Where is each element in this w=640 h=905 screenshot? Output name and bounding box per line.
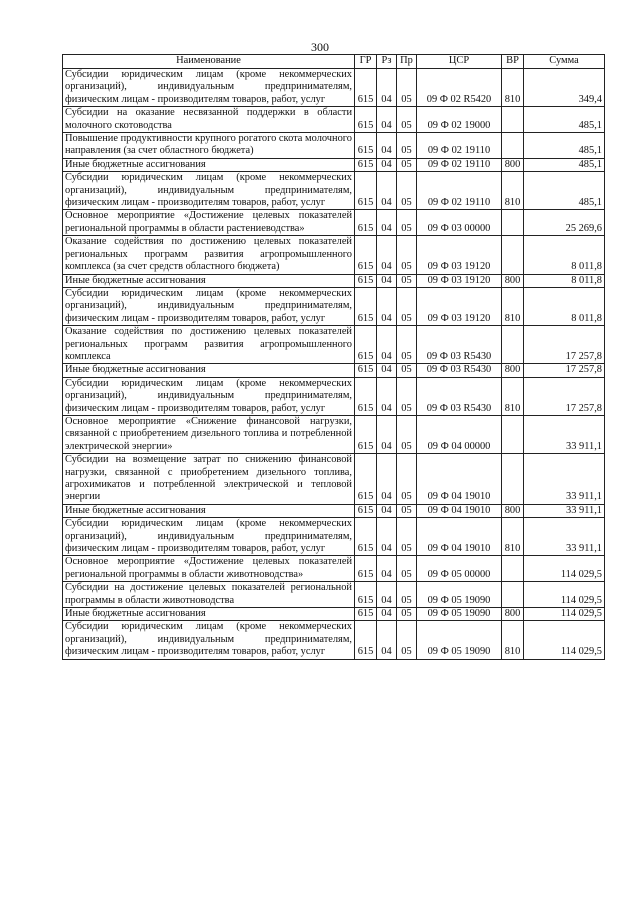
row-csr: 09 Ф 04 19010	[417, 518, 502, 556]
row-sum: 485,1	[524, 158, 605, 171]
row-gr: 615	[355, 287, 377, 325]
row-vr: 810	[502, 518, 524, 556]
row-rz: 04	[377, 504, 397, 517]
row-pr: 05	[397, 556, 417, 582]
row-pr: 05	[397, 274, 417, 287]
table-row	[63, 107, 605, 133]
row-csr: 09 Ф 03 19120	[417, 236, 502, 274]
row-pr: 05	[397, 582, 417, 608]
row-name: Субсидии на оказание несвязанной поддержки в области молочного скотоводства	[63, 107, 355, 133]
row-pr: 05	[397, 326, 417, 364]
row-csr: 09 Ф 03 R5430	[417, 364, 502, 377]
table-row	[63, 621, 605, 659]
row-gr: 615	[355, 377, 377, 415]
row-sum: 114 029,5	[524, 582, 605, 608]
budget-table	[62, 54, 605, 660]
row-vr: 800	[502, 274, 524, 287]
table-row	[63, 236, 605, 274]
row-name: Оказание содействия по достижению целевых показателей региональных программ развития агропромышленного комплекса	[63, 326, 355, 364]
header-sum: Сумма	[524, 55, 605, 69]
row-vr: 810	[502, 69, 524, 107]
row-rz: 04	[377, 582, 397, 608]
row-name: Иные бюджетные ассигнования	[63, 608, 355, 621]
row-pr: 05	[397, 454, 417, 505]
row-vr: 810	[502, 377, 524, 415]
row-rz: 04	[377, 69, 397, 107]
row-sum: 349,4	[524, 69, 605, 107]
row-csr: 09 Ф 04 00000	[417, 415, 502, 453]
row-name: Повышение продуктивности крупного рогатого скота молочного направления (за счет областного бюджета)	[63, 133, 355, 159]
row-sum: 33 911,1	[524, 454, 605, 505]
row-sum: 33 911,1	[524, 504, 605, 517]
row-pr: 05	[397, 107, 417, 133]
header-vr: ВР	[502, 55, 524, 69]
row-name: Иные бюджетные ассигнования	[63, 158, 355, 171]
row-pr: 05	[397, 504, 417, 517]
row-sum: 114 029,5	[524, 621, 605, 659]
row-csr: 09 Ф 02 19110	[417, 172, 502, 210]
row-vr: 800	[502, 608, 524, 621]
row-gr: 615	[355, 582, 377, 608]
row-name: Субсидии юридическим лицам (кроме некоммерческих организаций), индивидуальным предпринимателям, физическим лицам - производителям товаров, работ, услуг	[63, 377, 355, 415]
table-row	[63, 172, 605, 210]
row-vr	[502, 107, 524, 133]
row-vr	[502, 415, 524, 453]
row-rz: 04	[377, 326, 397, 364]
header-gr: ГР	[355, 55, 377, 69]
row-sum: 114 029,5	[524, 556, 605, 582]
row-rz: 04	[377, 236, 397, 274]
row-gr: 615	[355, 608, 377, 621]
row-name: Иные бюджетные ассигнования	[63, 364, 355, 377]
table-row	[63, 364, 605, 377]
row-csr: 09 Ф 03 00000	[417, 210, 502, 236]
row-name: Иные бюджетные ассигнования	[63, 504, 355, 517]
table-row	[63, 556, 605, 582]
row-gr: 615	[355, 326, 377, 364]
row-gr: 615	[355, 504, 377, 517]
row-gr: 615	[355, 556, 377, 582]
header-pr: Пр	[397, 55, 417, 69]
row-name: Оказание содействия по достижению целевых показателей региональных программ развития агропромышленного комплекса (за счет средств областного бюджета)	[63, 236, 355, 274]
row-rz: 04	[377, 172, 397, 210]
table-row	[63, 133, 605, 159]
row-pr: 05	[397, 69, 417, 107]
row-sum: 17 257,8	[524, 364, 605, 377]
row-sum: 485,1	[524, 172, 605, 210]
row-gr: 615	[355, 621, 377, 659]
row-sum: 485,1	[524, 107, 605, 133]
row-gr: 615	[355, 364, 377, 377]
row-sum: 33 911,1	[524, 415, 605, 453]
row-vr	[502, 236, 524, 274]
header-name: Наименование	[63, 55, 355, 69]
row-csr: 09 Ф 03 19120	[417, 287, 502, 325]
row-pr: 05	[397, 621, 417, 659]
row-pr: 05	[397, 158, 417, 171]
row-rz: 04	[377, 454, 397, 505]
row-name: Иные бюджетные ассигнования	[63, 274, 355, 287]
table-row	[63, 608, 605, 621]
row-gr: 615	[355, 133, 377, 159]
row-sum: 17 257,8	[524, 377, 605, 415]
header-rz: Рз	[377, 55, 397, 69]
row-gr: 615	[355, 454, 377, 505]
row-gr: 615	[355, 274, 377, 287]
table-row	[63, 504, 605, 517]
row-vr: 800	[502, 504, 524, 517]
row-name: Основное мероприятие «Достижение целевых показателей региональной программы в области животноводства»	[63, 556, 355, 582]
row-csr: 09 Ф 05 00000	[417, 556, 502, 582]
row-sum: 25 269,6	[524, 210, 605, 236]
table-row	[63, 582, 605, 608]
table-row	[63, 158, 605, 171]
header-csr: ЦСР	[417, 55, 502, 69]
row-pr: 05	[397, 377, 417, 415]
row-sum: 8 011,8	[524, 274, 605, 287]
row-rz: 04	[377, 556, 397, 582]
row-vr	[502, 210, 524, 236]
row-name: Основное мероприятие «Снижение финансовой нагрузки, связанной с приобретением дизельного топлива и потребленной электрической энергии»	[63, 415, 355, 453]
row-csr: 09 Ф 05 19090	[417, 582, 502, 608]
row-csr: 09 Ф 03 19120	[417, 274, 502, 287]
row-csr: 09 Ф 02 19000	[417, 107, 502, 133]
table-header-row	[63, 55, 605, 69]
row-gr: 615	[355, 415, 377, 453]
row-rz: 04	[377, 287, 397, 325]
row-vr: 810	[502, 621, 524, 659]
row-vr	[502, 326, 524, 364]
row-rz: 04	[377, 518, 397, 556]
row-pr: 05	[397, 236, 417, 274]
row-pr: 05	[397, 608, 417, 621]
row-rz: 04	[377, 133, 397, 159]
table-row	[63, 287, 605, 325]
row-rz: 04	[377, 158, 397, 171]
row-pr: 05	[397, 415, 417, 453]
row-csr: 09 Ф 03 R5430	[417, 377, 502, 415]
page-number: 300	[311, 40, 329, 54]
row-csr: 09 Ф 04 19010	[417, 504, 502, 517]
row-gr: 615	[355, 518, 377, 556]
row-name: Субсидии на достижение целевых показателей региональной программы в области животноводства	[63, 582, 355, 608]
row-gr: 615	[355, 107, 377, 133]
row-rz: 04	[377, 621, 397, 659]
row-name: Субсидии юридическим лицам (кроме некоммерческих организаций), индивидуальным предпринимателям, физическим лицам - производителям товаров, работ, услуг	[63, 287, 355, 325]
row-pr: 05	[397, 287, 417, 325]
row-sum: 485,1	[524, 133, 605, 159]
row-gr: 615	[355, 236, 377, 274]
table-row	[63, 326, 605, 364]
row-vr	[502, 582, 524, 608]
table-row	[63, 274, 605, 287]
row-sum: 8 011,8	[524, 287, 605, 325]
row-name: Субсидии юридическим лицам (кроме некоммерческих организаций), индивидуальным предпринимателям, физическим лицам - производителям товаров, работ, услуг	[63, 518, 355, 556]
row-pr: 05	[397, 133, 417, 159]
table-row	[63, 454, 605, 505]
row-rz: 04	[377, 377, 397, 415]
row-sum: 114 029,5	[524, 608, 605, 621]
row-sum: 17 257,8	[524, 326, 605, 364]
row-csr: 09 Ф 02 R5420	[417, 69, 502, 107]
row-csr: 09 Ф 05 19090	[417, 621, 502, 659]
table-row	[63, 518, 605, 556]
table-row	[63, 377, 605, 415]
row-rz: 04	[377, 274, 397, 287]
row-sum: 8 011,8	[524, 236, 605, 274]
row-vr	[502, 454, 524, 505]
row-vr: 800	[502, 158, 524, 171]
row-name: Основное мероприятие «Достижение целевых показателей региональной программы в области растениеводства»	[63, 210, 355, 236]
table-row	[63, 69, 605, 107]
row-name: Субсидии на возмещение затрат по снижению финансовой нагрузки, связанной с приобретением дизельного топлива, агрохимикатов и потребленной электрической и тепловой энергии	[63, 454, 355, 505]
row-gr: 615	[355, 172, 377, 210]
row-rz: 04	[377, 608, 397, 621]
row-vr: 810	[502, 287, 524, 325]
row-csr: 09 Ф 02 19110	[417, 158, 502, 171]
row-vr: 800	[502, 364, 524, 377]
row-gr: 615	[355, 158, 377, 171]
table-row	[63, 415, 605, 453]
row-vr: 810	[502, 172, 524, 210]
row-csr: 09 Ф 05 19090	[417, 608, 502, 621]
row-vr	[502, 133, 524, 159]
row-pr: 05	[397, 210, 417, 236]
row-csr: 09 Ф 04 19010	[417, 454, 502, 505]
row-rz: 04	[377, 210, 397, 236]
row-pr: 05	[397, 172, 417, 210]
row-gr: 615	[355, 69, 377, 107]
row-rz: 04	[377, 107, 397, 133]
row-rz: 04	[377, 364, 397, 377]
row-name: Субсидии юридическим лицам (кроме некоммерческих организаций), индивидуальным предпринимателям, физическим лицам - производителям товаров, работ, услуг	[63, 69, 355, 107]
row-csr: 09 Ф 03 R5430	[417, 326, 502, 364]
row-name: Субсидии юридическим лицам (кроме некоммерческих организаций), индивидуальным предпринимателям, физическим лицам - производителям товаров, работ, услуг	[63, 621, 355, 659]
row-pr: 05	[397, 364, 417, 377]
row-pr: 05	[397, 518, 417, 556]
row-name: Субсидии юридическим лицам (кроме некоммерческих организаций), индивидуальным предпринимателям, физическим лицам - производителям товаров, работ, услуг	[63, 172, 355, 210]
table-row	[63, 210, 605, 236]
row-vr	[502, 556, 524, 582]
row-gr: 615	[355, 210, 377, 236]
row-rz: 04	[377, 415, 397, 453]
row-csr: 09 Ф 02 19110	[417, 133, 502, 159]
row-sum: 33 911,1	[524, 518, 605, 556]
